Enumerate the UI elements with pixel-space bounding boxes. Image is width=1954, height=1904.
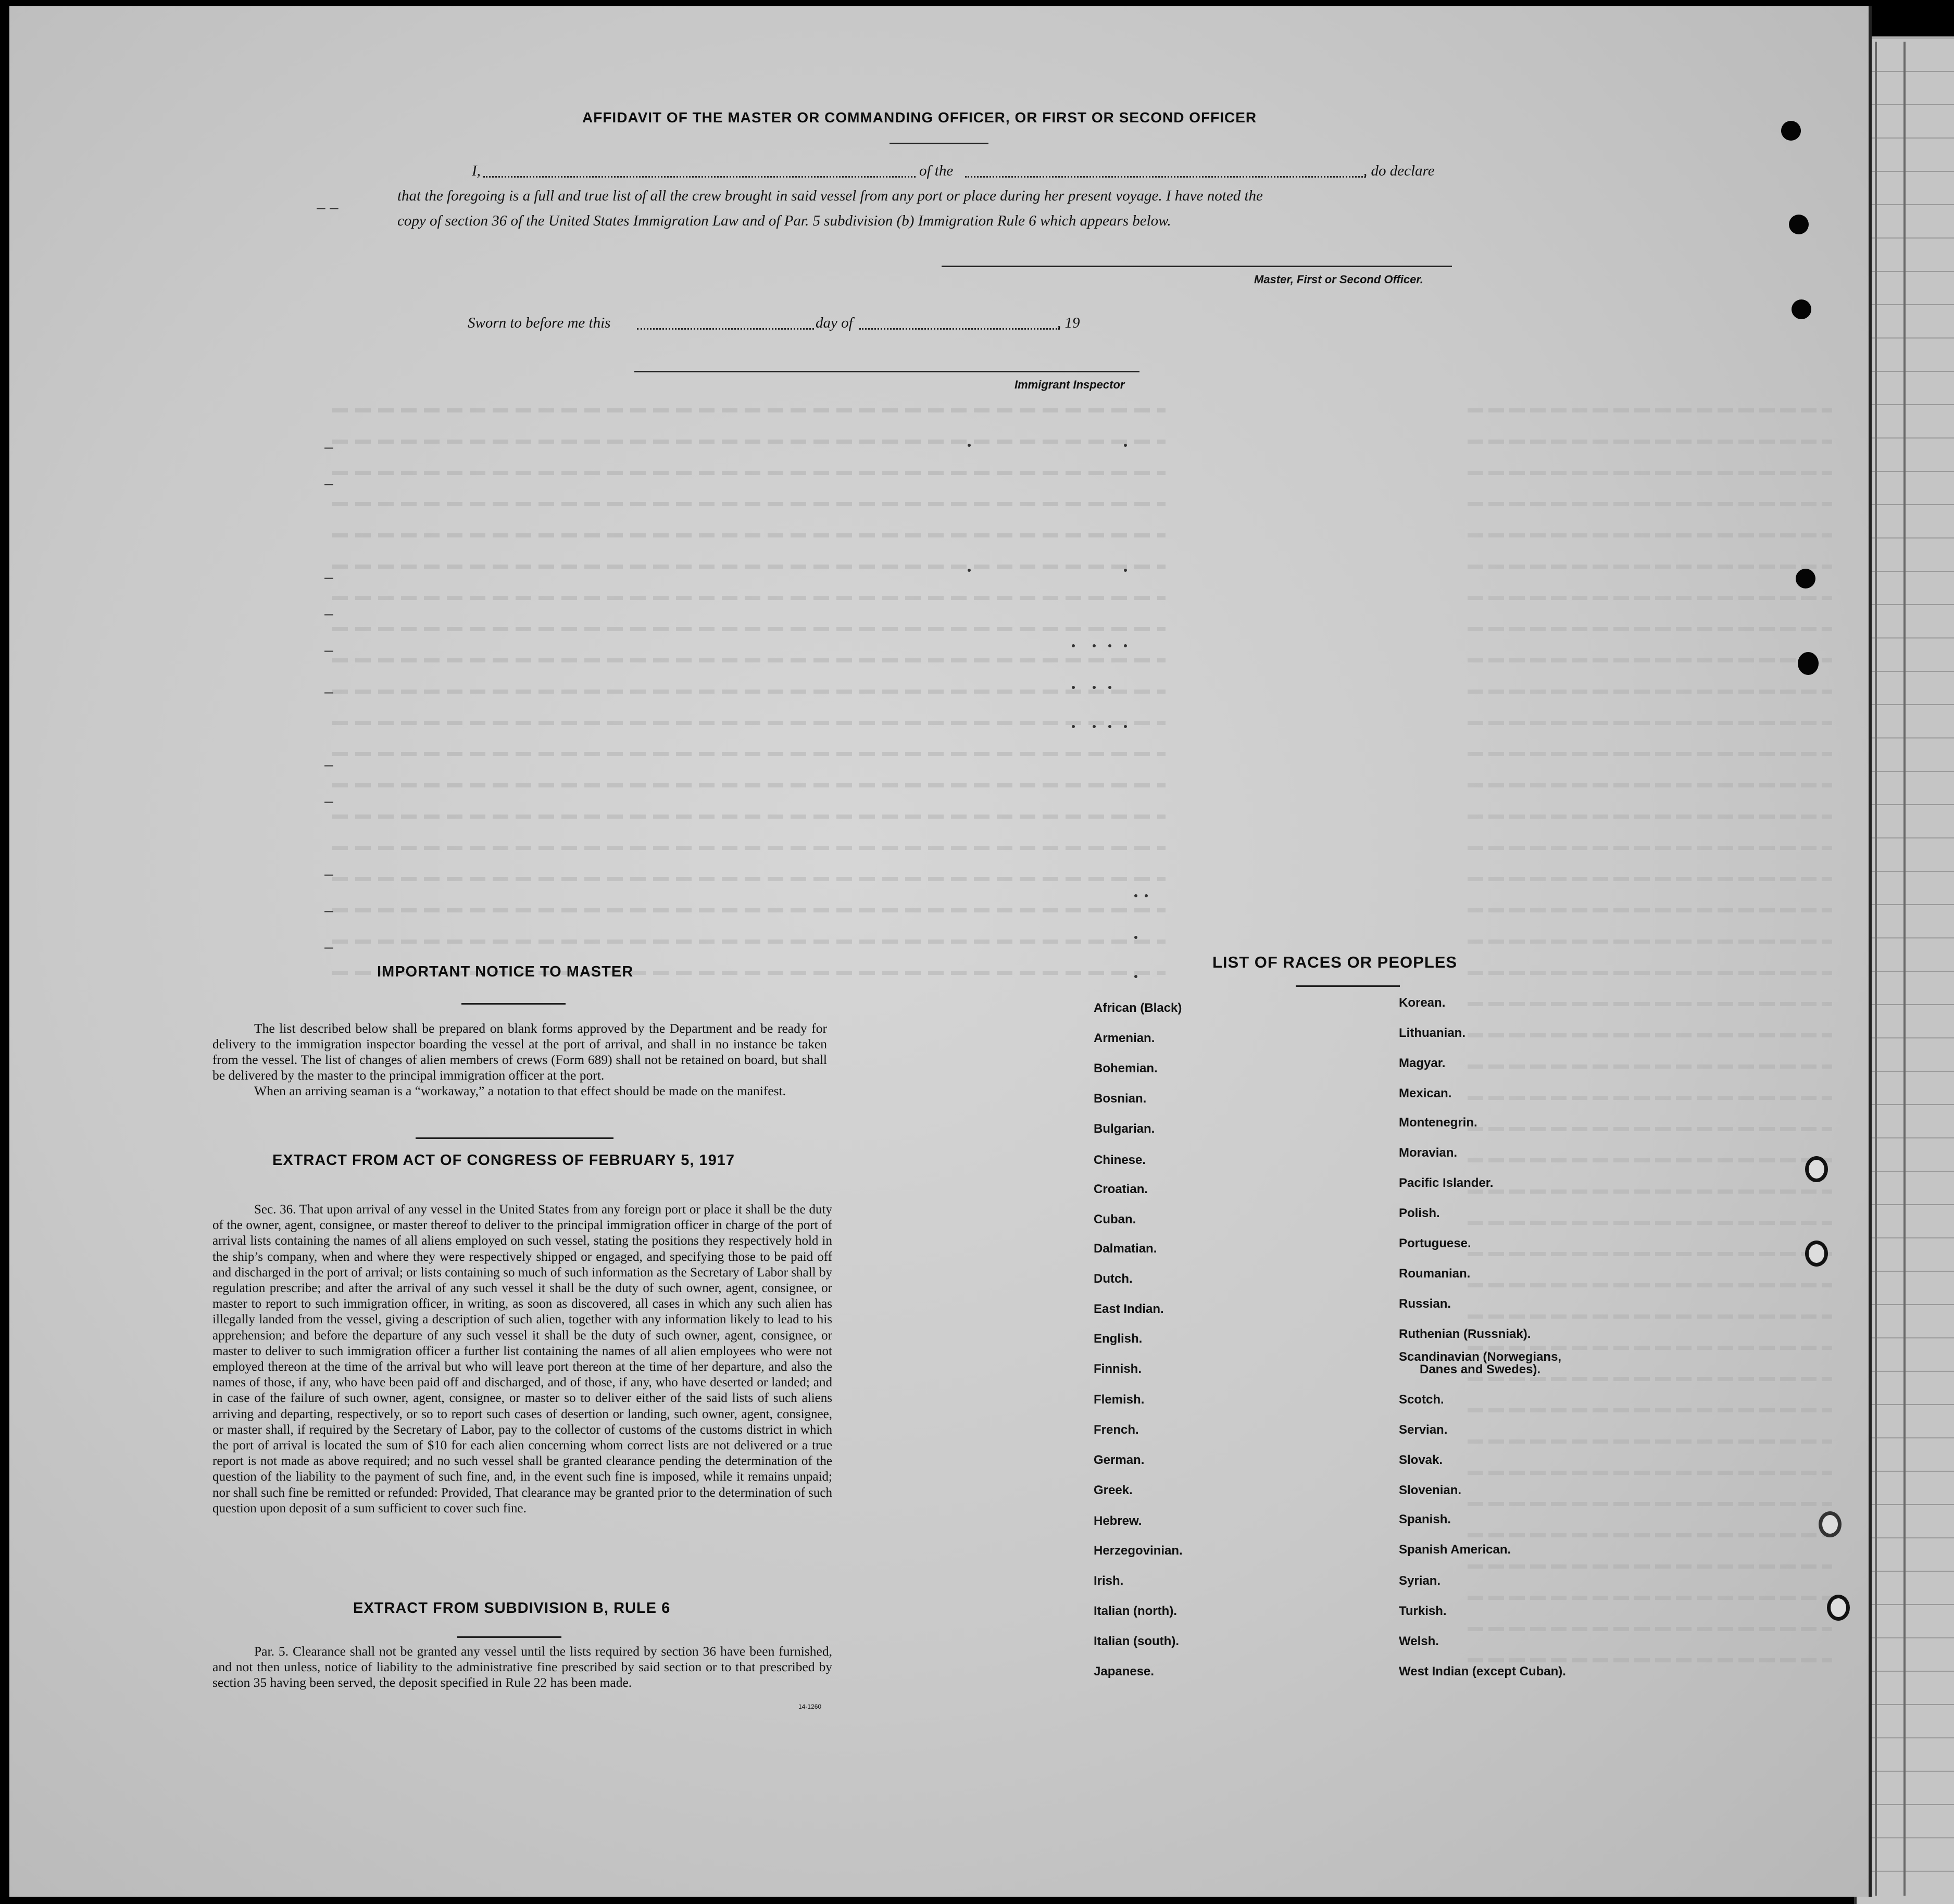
- notice-paragraph-1: The list described below shall be prepared on blank forms approved by the Department and be ready for delivery to the immigration inspector boarding the vessel at the port of arrival, and shall in no instance be taken from the vessel. The list of changes of alien members of crews (Form 689) shall not be retained on board, but shall be delivered by the master to the principal immigration officer at the port.: [212, 1021, 827, 1083]
- rule-extract-heading: EXTRACT FROM SUBDIVISION B, RULE 6: [353, 1600, 671, 1617]
- binder-hole: [1781, 121, 1801, 141]
- race-item: Portuguese.: [1399, 1236, 1471, 1250]
- margin-dash: – –: [317, 199, 339, 216]
- race-item: Japanese.: [1094, 1664, 1155, 1678]
- race-item: Korean.: [1399, 996, 1446, 1010]
- race-item: Flemish.: [1094, 1393, 1145, 1407]
- heading-underline: [890, 143, 988, 144]
- sworn-month-field[interactable]: [859, 328, 1060, 330]
- race-item: Armenian.: [1094, 1031, 1155, 1045]
- binder-hole: [1796, 569, 1815, 588]
- race-item: Bulgarian.: [1094, 1122, 1155, 1136]
- rule-extract-body: [212, 1644, 832, 1690]
- underlying-page-rule: [1875, 42, 1877, 1896]
- i-label: I,: [472, 162, 481, 179]
- race-item: Hebrew.: [1094, 1514, 1142, 1528]
- section-rule: [416, 1137, 613, 1139]
- race-item: Danes and Swedes).: [1420, 1362, 1541, 1376]
- binder-ring: [1805, 1156, 1828, 1182]
- margin-dash: –: [324, 938, 333, 956]
- act-extract-heading: EXTRACT FROM ACT OF CONGRESS OF FEBRUARY 5, 1917: [272, 1152, 735, 1169]
- race-item: Herzegovinian.: [1094, 1544, 1183, 1558]
- race-item: Bohemian.: [1094, 1061, 1158, 1075]
- race-item: Magyar.: [1399, 1056, 1446, 1070]
- year-prefix: , 19: [1057, 315, 1080, 331]
- rule-extract-rule: [457, 1636, 561, 1638]
- binder-ring: [1827, 1595, 1850, 1621]
- sworn-label: Sworn to before me this: [468, 315, 611, 331]
- race-item: Mexican.: [1399, 1086, 1452, 1100]
- race-item: Lithuanian.: [1399, 1026, 1466, 1040]
- stray-dot: [1124, 725, 1127, 728]
- stray-dot: [1124, 569, 1127, 572]
- margin-dash: –: [324, 866, 333, 883]
- notice-paragraph-2: When an arriving seaman is a “workaway,” a notation to that effect should be made on the manifest.: [254, 1083, 786, 1098]
- race-item: Irish.: [1094, 1574, 1124, 1588]
- binder-hole: [1792, 299, 1811, 319]
- notice-heading: IMPORTANT NOTICE TO MASTER: [377, 963, 634, 980]
- stray-dot: [1108, 725, 1111, 728]
- stray-dot: [1072, 686, 1075, 689]
- of-the-label: of the: [919, 162, 954, 179]
- stray-dot: [1108, 644, 1111, 647]
- stray-dot: [968, 569, 971, 572]
- race-item: Ruthenian (Russniak).: [1399, 1327, 1531, 1341]
- race-item: Cuban.: [1094, 1212, 1136, 1226]
- race-item: East Indian.: [1094, 1302, 1164, 1316]
- race-item: Finnish.: [1094, 1362, 1142, 1376]
- form-page: [9, 6, 1872, 1897]
- race-item: Roumanian.: [1399, 1267, 1471, 1281]
- race-item: Spanish American.: [1399, 1543, 1511, 1557]
- race-item: Montenegrin.: [1399, 1116, 1477, 1130]
- race-item: Greek.: [1094, 1483, 1133, 1497]
- notice-body: [212, 1021, 827, 1099]
- margin-dash: –: [324, 475, 333, 492]
- races-rule: [1296, 985, 1400, 987]
- race-item: Croatian.: [1094, 1182, 1148, 1196]
- margin-dash: –: [324, 793, 333, 810]
- bleed-through-area: [1468, 381, 1832, 1683]
- master-signature-label: Master, First or Second Officer.: [1254, 273, 1423, 286]
- race-item: Slovak.: [1399, 1453, 1443, 1467]
- race-item: Syrian.: [1399, 1574, 1441, 1588]
- race-item: Russian.: [1399, 1297, 1451, 1311]
- race-item: Italian (south).: [1094, 1634, 1179, 1648]
- race-item: Scandinavian (Norwegians,: [1399, 1350, 1562, 1364]
- master-signature-line[interactable]: [942, 266, 1452, 267]
- race-item: Pacific Islander.: [1399, 1176, 1494, 1190]
- stray-dot: [1093, 644, 1096, 647]
- margin-dash: –: [324, 902, 333, 919]
- race-item: Scotch.: [1399, 1393, 1444, 1407]
- binder-ring: [1819, 1511, 1842, 1537]
- day-of-label: day of: [816, 315, 853, 331]
- race-item: English.: [1094, 1332, 1143, 1346]
- stray-dot: [1108, 686, 1111, 689]
- rule-extract-text: Par. 5. Clearance shall not be granted any vessel until the lists required by section 36 have been furnished, and not then unless, notice of liability to the administrative fine prescribed by said section or to that prescribed by section 35 having been served, the deposit specified in Rule 22 has been made.: [212, 1644, 832, 1690]
- inspector-signature-line[interactable]: [634, 371, 1139, 372]
- race-item: Italian (north).: [1094, 1604, 1177, 1618]
- race-item: Chinese.: [1094, 1153, 1146, 1167]
- statement-line-2: copy of section 36 of the United States Immigration Law and of Par. 5 subdivision (b) Immigration Rule 6 which appears below.: [397, 212, 1171, 229]
- stray-dot: [1124, 644, 1127, 647]
- races-heading: LIST OF RACES OR PEOPLES: [1212, 953, 1458, 971]
- race-item: German.: [1094, 1453, 1145, 1467]
- stray-dot: [1093, 725, 1096, 728]
- race-item: Moravian.: [1399, 1146, 1458, 1160]
- margin-dash: –: [324, 642, 333, 659]
- notice-rule: [461, 1003, 566, 1005]
- affidavit-heading: AFFIDAVIT OF THE MASTER OR COMMANDING OFFICER, OR FIRST OR SECOND OFFICER: [582, 109, 1257, 126]
- race-item: Dalmatian.: [1094, 1242, 1157, 1256]
- stray-dot: [1145, 894, 1148, 897]
- race-item: Polish.: [1399, 1206, 1440, 1220]
- margin-dash: –: [324, 605, 333, 622]
- act-extract-text: Sec. 36. That upon arrival of any vessel in the United States from any foreign port or place it shall be the duty of the owner, agent, consignee, or master thereof to deliver to the principal immigration officer in charge of the port of arrival lists containing the names of all aliens employed on such vessel, stating the positions they respectively hold in the ship’s company, when and where they were respectively shipped or engaged, and specifying those to be paid off and discharged in the port of arrival; or lists containing so much of such information as the Secretary of Labor shall by regulation prescribe; and after the arrival of any such vessel it shall be the duty of such owner, agent, consignee, or master to report to such immigration officer, in writing, as soon as discovered, all cases in which any such alien has illegally landed from the vessel, giving a description of such alien, together with any information likely to lead to his apprehension; and before the departure of any such vessel it shall be the duty of such owner, agent, consignee, or master to deliver to such immigration officer a further list containing the names of all alien employees who were not employed thereon at the time of the arrival but who will leave port thereon at the time of her departure, and also the names of those, if any, who have been paid off and discharged, and of those, if any, who have deserted or landed; and in case of the failure of such owner, agent, consignee, or master so to deliver either of the said lists of such aliens arriving and departing, respectively, or so to report such cases of desertion or landing, such owner, agent, consignee, or master shall, if required by the Secretary of Labor, pay to the collector of customs of the customs district in which the port of arrival is located the sum of $10 for each alien concerning whom correct lists are not delivered or a true report is not made as above required; and no such vessel shall be granted clearance pending the determination of the question of the liability to the payment of such fine, and, in the event such fine is imposed, while it remains unpaid; nor shall such fine be remitted or refunded: Provided, That clearance may be granted prior to the determination of such question upon deposit of a sum sufficient to cover such fine.: [212, 1202, 832, 1515]
- margin-dash: –: [324, 756, 333, 773]
- stray-dot: [1134, 975, 1137, 978]
- race-item: Spanish.: [1399, 1512, 1451, 1526]
- form-number: 14-1260: [798, 1703, 822, 1710]
- statement-line-1: that the foregoing is a full and true list of all the crew brought in said vessel from any port or place during her present voyage. I have noted the: [397, 187, 1263, 204]
- race-item: Servian.: [1399, 1423, 1448, 1437]
- underlying-page-rule: [1903, 42, 1906, 1896]
- inspector-label: Immigrant Inspector: [1014, 378, 1125, 391]
- binder-hole: [1798, 652, 1819, 675]
- stray-dot: [1124, 444, 1127, 447]
- race-item: Turkish.: [1399, 1604, 1447, 1618]
- race-item: Welsh.: [1399, 1634, 1439, 1648]
- vessel-name-field[interactable]: [965, 176, 1366, 178]
- race-item: Slovenian.: [1399, 1483, 1462, 1497]
- master-name-field[interactable]: [483, 176, 916, 178]
- binder-ring: [1805, 1241, 1828, 1267]
- stray-dot: [1093, 686, 1096, 689]
- stray-dot: [1134, 894, 1137, 897]
- stray-dot: [1134, 936, 1137, 939]
- race-item: African (Black): [1094, 1001, 1182, 1015]
- margin-dash: –: [324, 439, 333, 456]
- declare-label: , do declare: [1363, 162, 1435, 179]
- margin-dash: –: [324, 683, 333, 700]
- sworn-day-field[interactable]: [637, 328, 814, 330]
- stray-dot: [968, 444, 971, 447]
- stray-dot: [1072, 725, 1075, 728]
- binder-hole: [1789, 215, 1809, 234]
- act-extract-body: [212, 1202, 832, 1517]
- race-item: West Indian (except Cuban).: [1399, 1664, 1566, 1678]
- race-item: Dutch.: [1094, 1272, 1133, 1286]
- stray-dot: [1072, 644, 1075, 647]
- bleed-through-area: [332, 381, 1166, 980]
- race-item: Bosnian.: [1094, 1092, 1147, 1106]
- race-item: French.: [1094, 1423, 1139, 1437]
- margin-dash: –: [324, 569, 333, 586]
